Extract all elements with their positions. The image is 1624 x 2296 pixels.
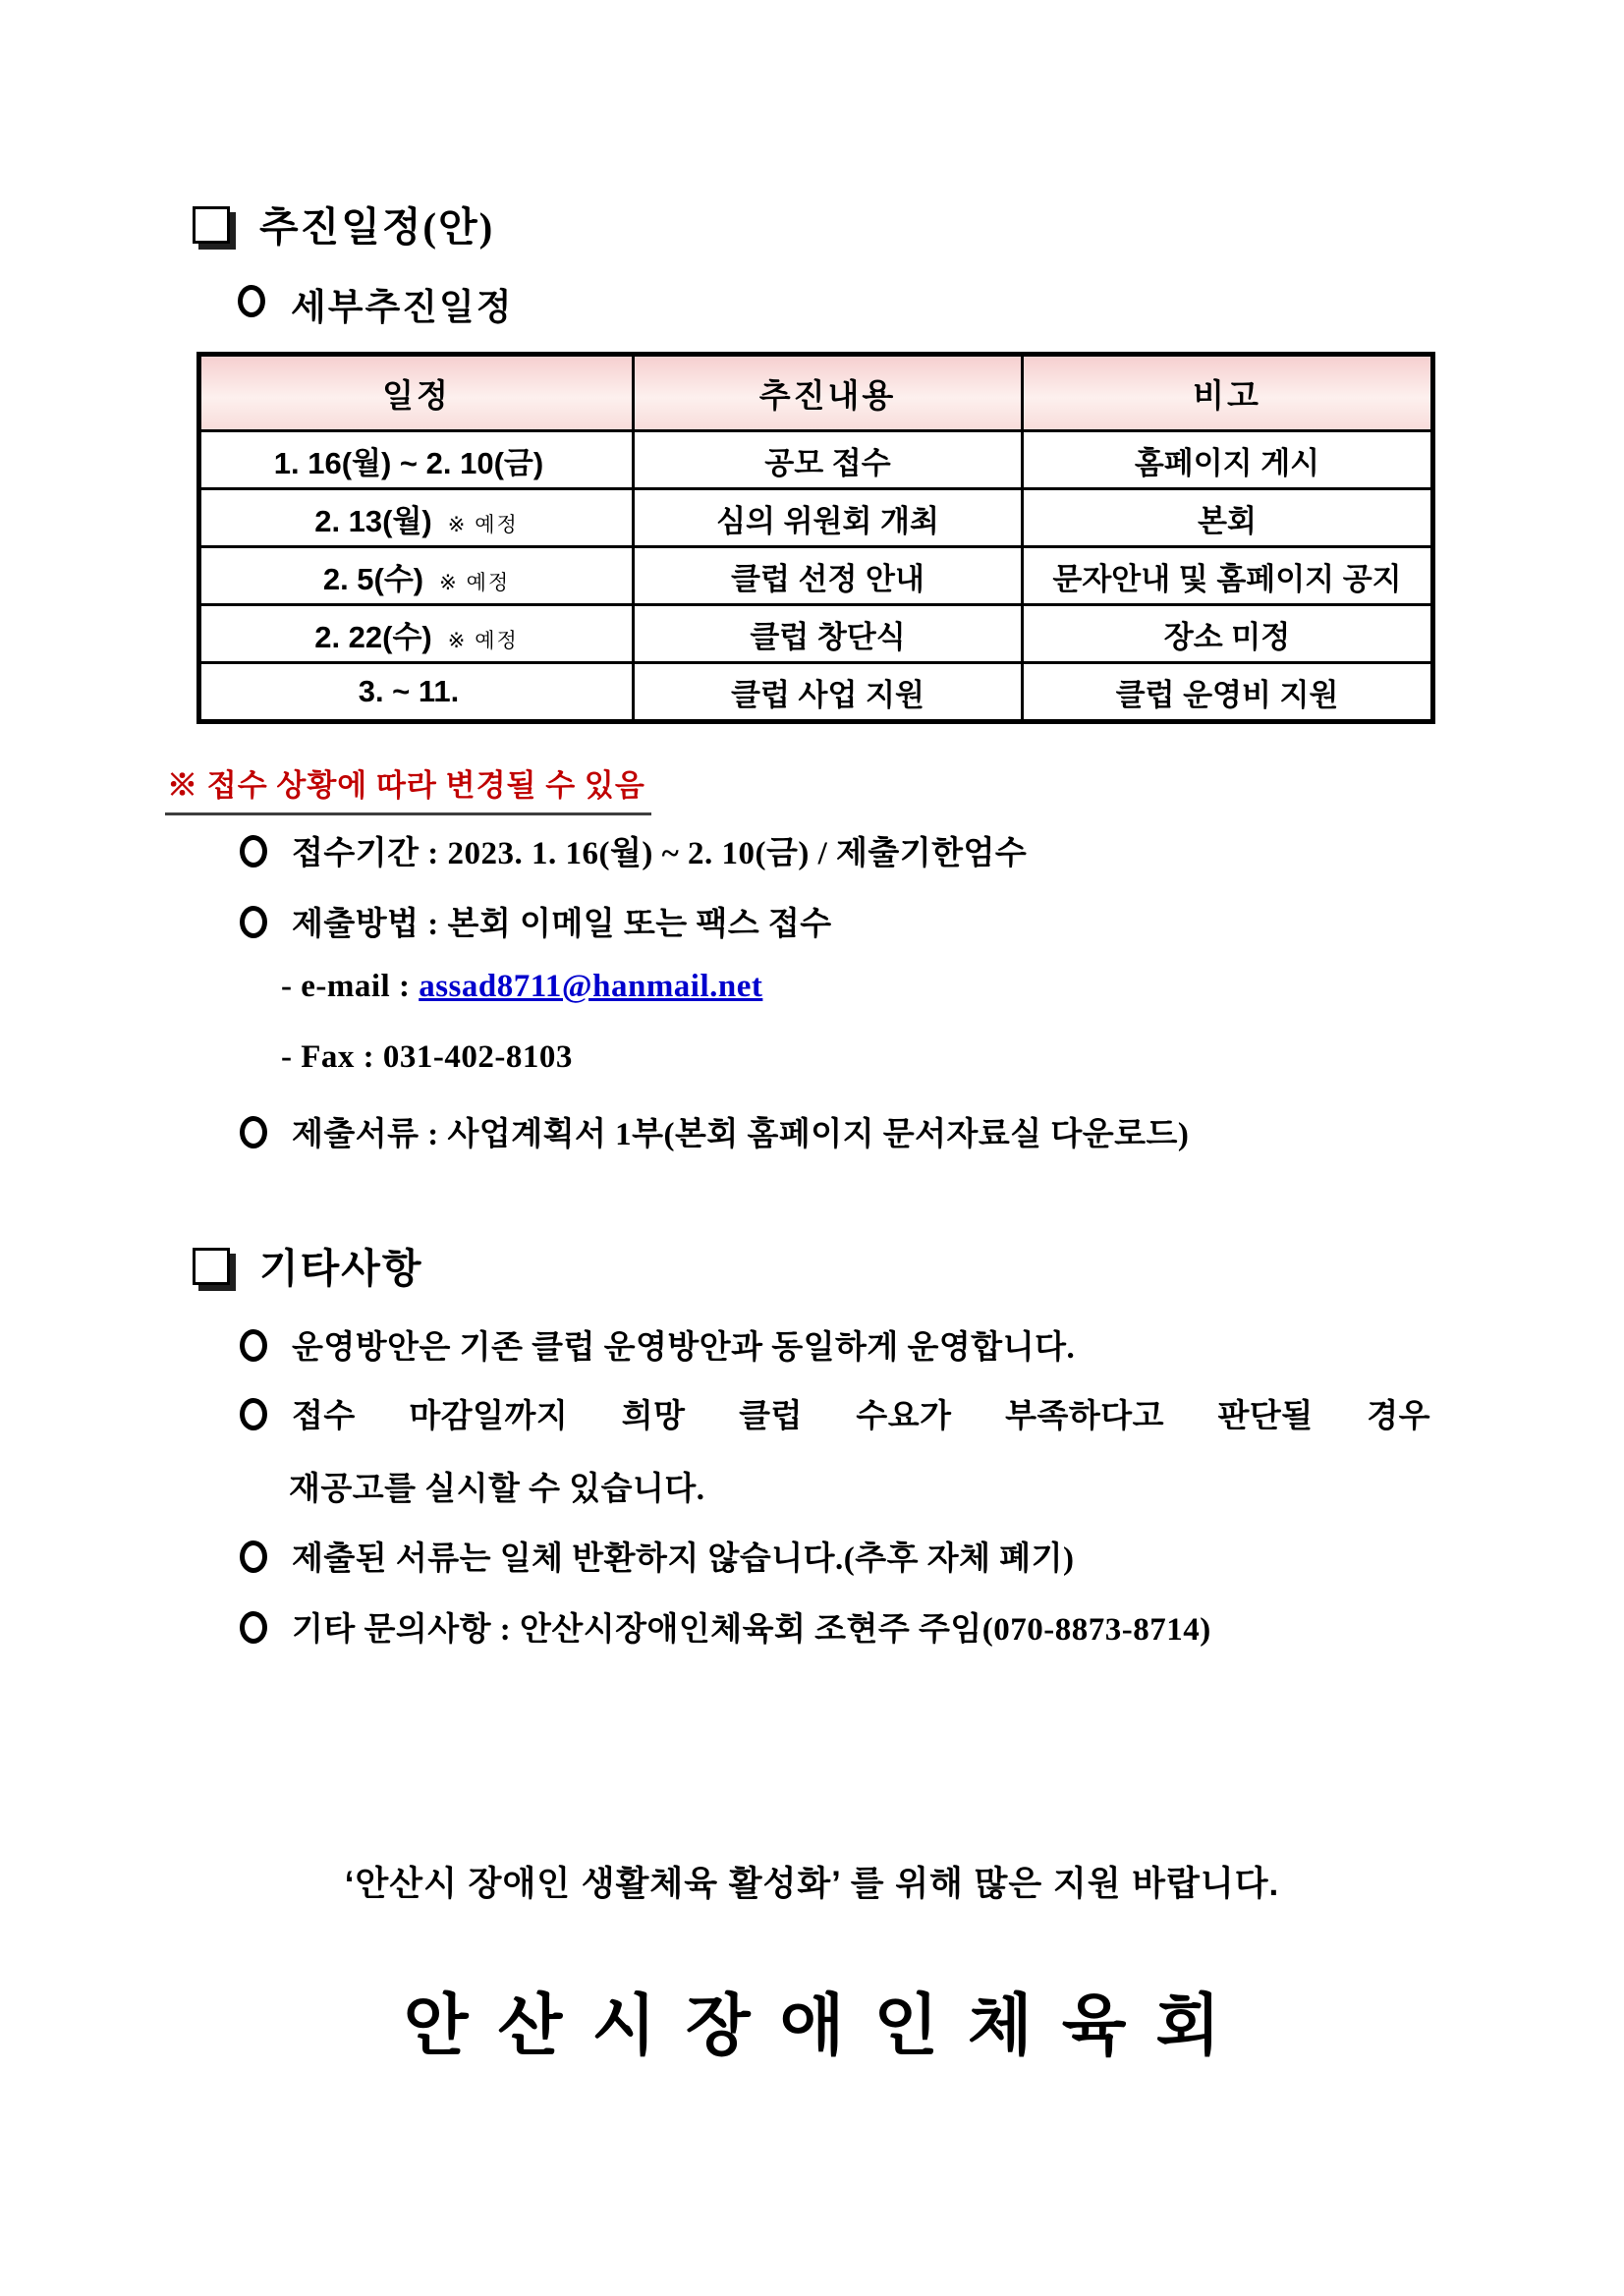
schedule-table (196, 352, 1435, 724)
circle-bullet-icon (240, 1329, 267, 1362)
planned-note: ※ 예정 (447, 513, 519, 536)
etc-item-text: 제출된 서류는 일체 반환하지 않습니다.(추후 자체 폐기) (292, 1541, 1075, 1577)
cell-content: 클럽 선정 안내 (634, 547, 1023, 605)
email-link[interactable]: assad8711@hanmail.net (419, 969, 763, 1004)
change-notice: ※ 접수 상황에 따라 변경될 수 있음 (165, 760, 651, 815)
section-heading-schedule (193, 195, 494, 252)
circle-bullet-icon (240, 1398, 267, 1430)
method-text: 제출방법 : 본회 이메일 또는 팩스 접수 (292, 907, 832, 942)
table-row (199, 605, 1433, 663)
circle-bullet-icon (240, 835, 267, 868)
etc-item-text: 운영방안은 기존 클럽 운영방안과 동일하게 운영합니다. (292, 1330, 1076, 1366)
cell-content: 클럽 창단식 (634, 605, 1023, 663)
square-marker-icon (193, 206, 230, 244)
bullet-method (240, 898, 832, 944)
circle-bullet-icon (240, 906, 267, 938)
date-text: 1. 16(월) ~ 2. 10(금) (273, 445, 544, 480)
square-marker-icon (193, 1248, 230, 1285)
date-text: 2. 5(수) (322, 561, 424, 596)
section-title: 기타사항 (259, 1246, 423, 1291)
cell-content: 공모 접수 (634, 431, 1023, 489)
col-header-remark: 비고 (1023, 355, 1433, 431)
table-row (199, 547, 1433, 605)
email-label: - e-mail : (281, 969, 420, 1004)
organization-name: 안산시장애인체육회 (403, 1988, 1251, 2063)
schedule-table-wrap (196, 352, 1435, 724)
cell-date (199, 489, 634, 547)
section-heading-etc (193, 1236, 422, 1294)
table-row (199, 431, 1433, 489)
documents-text: 제출서류 : 사업계획서 1부(본회 홈페이지 문서자료실 다운로드) (292, 1117, 1190, 1152)
section-title: 추진일정(안) (259, 204, 495, 250)
bullet-documents (240, 1108, 1189, 1154)
date-text: 2. 22(수) (314, 619, 432, 654)
cell-remark: 문자안내 및 홈페이지 공지 (1023, 547, 1433, 605)
circle-bullet-icon (238, 285, 265, 317)
bullet-period (240, 827, 1027, 873)
planned-note: ※ 예정 (447, 629, 519, 652)
cell-date (199, 547, 634, 605)
support-message: ‘안산시 장애인 생활체육 활성화’ 를 위해 많은 지원 바랍니다. (344, 1865, 1280, 1903)
cell-remark: 홈페이지 게시 (1023, 431, 1433, 489)
cell-date (199, 431, 634, 489)
col-header-content: 추진내용 (634, 355, 1023, 431)
circle-bullet-icon (240, 1611, 267, 1644)
etc-item (240, 1321, 1075, 1368)
fax-line: - Fax : 031-402-8103 (281, 1039, 573, 1075)
date-text: 2. 13(월) (314, 503, 432, 538)
planned-note: ※ 예정 (439, 571, 511, 594)
cell-date (199, 605, 634, 663)
etc-item-continuation: 재공고를 실시할 수 있습니다. (289, 1472, 705, 1507)
etc-item (240, 1390, 1430, 1436)
period-text: 접수기간 : 2023. 1. 16(월) ~ 2. 10(금) / 제출기한엄수 (292, 836, 1028, 871)
etc-item-text: 접수 마감일까지 희망 클럽 수요가 부족하다고 판단될 경우 (292, 1399, 1430, 1434)
sub-heading-label: 세부추진일정 (291, 288, 514, 328)
table-row (199, 489, 1433, 547)
etc-item (240, 1603, 1211, 1650)
sub-heading-detail-schedule (238, 277, 513, 330)
etc-item-text: 기타 문의사항 : 안산시장애인체육회 조현주 주임(070-8873-8714) (292, 1612, 1211, 1648)
cell-content: 심의 위원회 개최 (634, 489, 1023, 547)
cell-content: 클럽 사업 지원 (634, 663, 1023, 722)
table-header-row (199, 355, 1433, 431)
cell-remark: 클럽 운영비 지원 (1023, 663, 1433, 722)
col-header-schedule: 일정 (199, 355, 634, 431)
email-line (281, 969, 762, 1005)
etc-item (240, 1533, 1075, 1579)
table-row (199, 663, 1433, 722)
cell-remark: 장소 미정 (1023, 605, 1433, 663)
cell-date (199, 663, 634, 722)
date-text: 3. ~ 11. (358, 674, 460, 708)
circle-bullet-icon (240, 1116, 267, 1148)
circle-bullet-icon (240, 1540, 267, 1573)
cell-remark: 본회 (1023, 489, 1433, 547)
